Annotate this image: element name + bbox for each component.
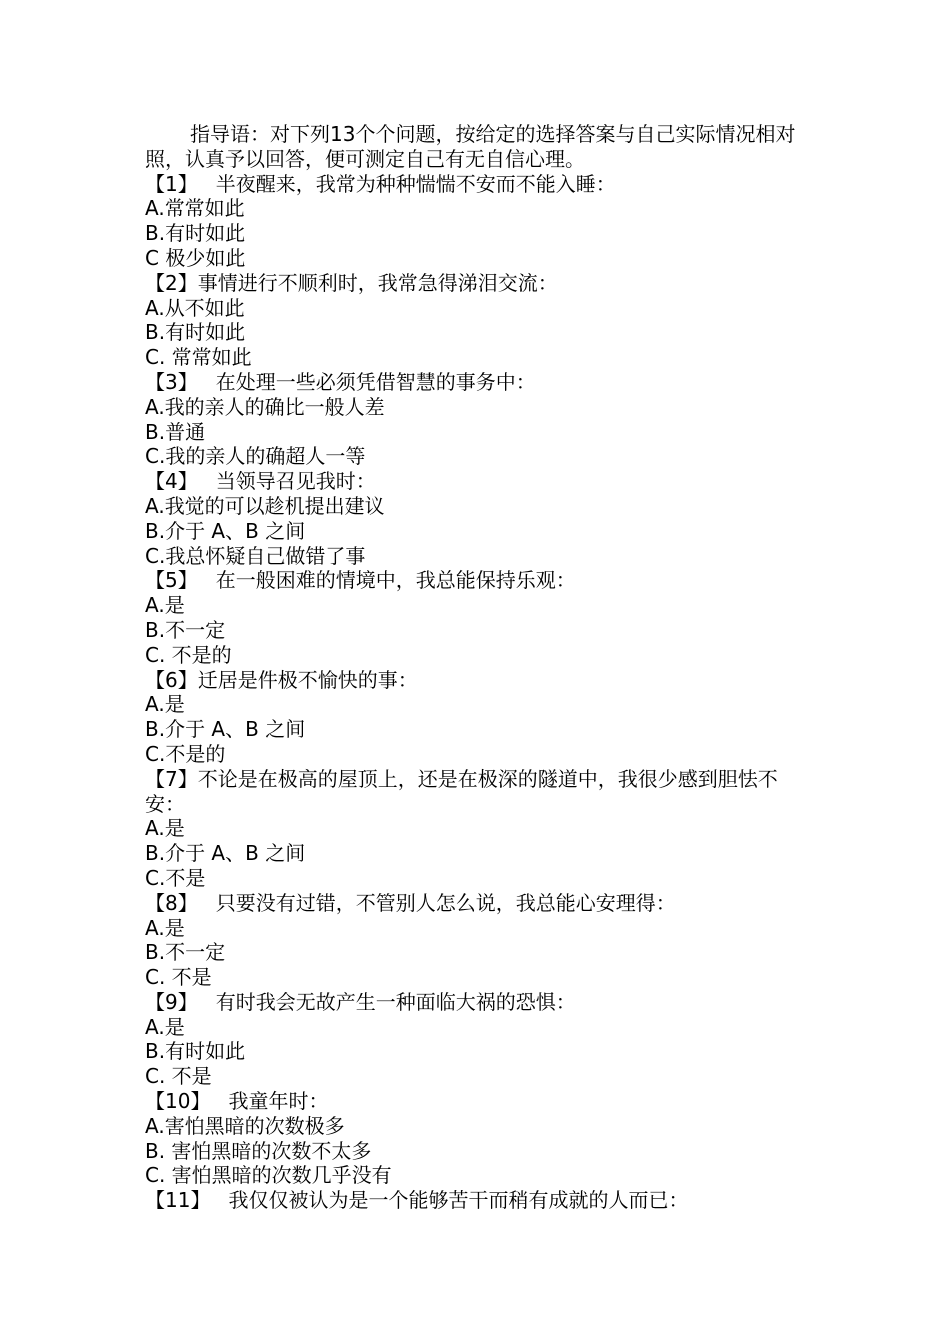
question-number: 【2】 xyxy=(145,270,198,295)
option: A.从不如此 xyxy=(145,295,245,320)
question-number: 【1】 xyxy=(145,171,198,196)
question-6 xyxy=(145,668,817,693)
option: A.常常如此 xyxy=(145,196,245,221)
intro-paragraph: 指导语：对下列13个个问题，按给定的选择答案与自己实际情况相对照，认真予以回答，便可测定自己有无自信心理。 xyxy=(145,122,796,171)
option: A.是 xyxy=(145,816,185,841)
question-number: 【9】 xyxy=(145,989,198,1014)
question-number: 【10】 xyxy=(145,1089,211,1114)
option: C. 害怕黑暗的次数几乎没有 xyxy=(145,1163,392,1188)
option: B. 害怕黑暗的次数不太多 xyxy=(145,1138,372,1163)
option: A.是 xyxy=(145,915,185,940)
question-7 xyxy=(145,767,817,817)
question-10 xyxy=(145,1089,817,1114)
option: B.有时如此 xyxy=(145,320,246,345)
question-11 xyxy=(145,1188,817,1213)
question-5 xyxy=(145,568,817,593)
question-text: 迁居是件极不愉快的事： xyxy=(197,667,418,692)
question-number: 【5】 xyxy=(145,568,198,593)
question-number: 【7】 xyxy=(145,766,198,791)
option: B.介于 A、B 之间 xyxy=(145,717,306,742)
question-text: 我仅仅被认为是一个能够苦干而稍有成就的人而已： xyxy=(228,1188,689,1213)
question-8 xyxy=(145,891,817,916)
question-text: 只要没有过错，不管别人怎么说，我总能心安理得： xyxy=(215,890,676,915)
option: A.害怕黑暗的次数极多 xyxy=(145,1113,345,1138)
question-number: 【8】 xyxy=(145,890,198,915)
option: C. 不是的 xyxy=(145,642,232,667)
option: A.是 xyxy=(145,692,185,717)
option: A.是 xyxy=(145,1014,185,1039)
question-text: 半夜醒来，我常为种种惴惴不安而不能入睡： xyxy=(215,171,616,196)
option: B.普通 xyxy=(145,419,206,444)
question-9 xyxy=(145,990,817,1015)
option: C. 不是 xyxy=(145,1064,212,1089)
option: C. 常常如此 xyxy=(145,345,252,370)
option: B.介于 A、B 之间 xyxy=(145,518,306,543)
option: C.不是 xyxy=(145,865,206,890)
question-2 xyxy=(145,271,817,296)
option: C 极少如此 xyxy=(145,245,246,270)
option: A.是 xyxy=(145,593,185,618)
option: B.有时如此 xyxy=(145,1039,246,1064)
question-text: 不论是在极高的屋顶上，还是在极深的隧道中，我很少感到胆怯不安： xyxy=(145,766,778,816)
option: B.介于 A、B 之间 xyxy=(145,841,306,866)
option: C.我的亲人的确超人一等 xyxy=(145,444,366,469)
option: C. 不是 xyxy=(145,965,212,990)
option: B.不一定 xyxy=(145,617,226,642)
option: A.我觉的可以趁机提出建议 xyxy=(145,493,385,518)
question-text: 事情进行不顺利时，我常急得涕泪交流： xyxy=(197,270,558,295)
question-text: 在处理一些必须凭借智慧的事务中： xyxy=(215,369,536,394)
question-number: 【11】 xyxy=(145,1188,211,1213)
question-text: 在一般困难的情境中，我总能保持乐观： xyxy=(215,568,576,593)
question-number: 【6】 xyxy=(145,667,198,692)
question-text: 我童年时： xyxy=(228,1089,329,1114)
option: B.有时如此 xyxy=(145,221,246,246)
option: C.不是的 xyxy=(145,741,226,766)
question-text: 当领导召见我时： xyxy=(215,469,376,494)
option: A.我的亲人的确比一般人差 xyxy=(145,394,385,419)
option: C.我总怀疑自己做错了事 xyxy=(145,543,366,568)
question-number: 【4】 xyxy=(145,469,198,494)
question-number: 【3】 xyxy=(145,369,198,394)
question-1 xyxy=(145,172,817,197)
question-4 xyxy=(145,469,817,494)
document-body xyxy=(145,122,817,1213)
question-3 xyxy=(145,370,817,395)
option: B.不一定 xyxy=(145,940,226,965)
question-text: 有时我会无故产生一种面临大祸的恐惧： xyxy=(215,989,576,1014)
